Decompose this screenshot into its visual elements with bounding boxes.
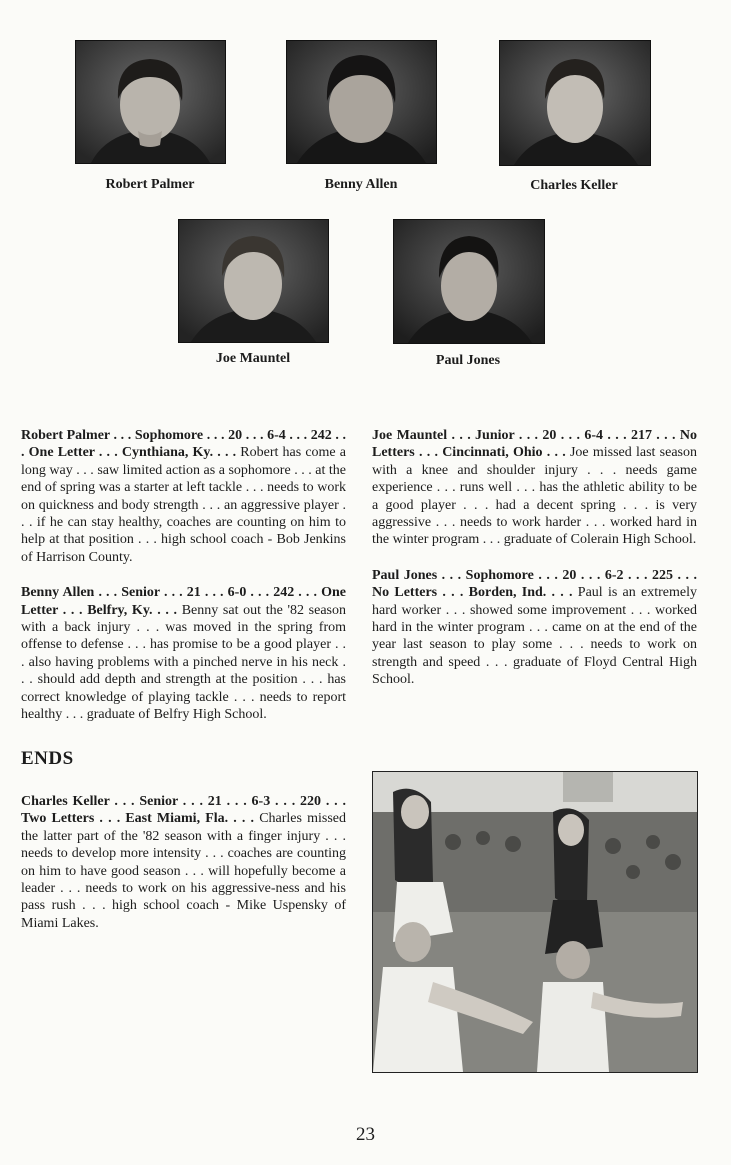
bio-charles-keller: [21, 793, 346, 932]
bio-paul-jones: [372, 567, 697, 689]
portrait-joe-mauntel: [178, 219, 329, 343]
bio-joe-mauntel: [372, 427, 697, 549]
portrait-paul-jones: [393, 219, 545, 344]
caption-benny-allen: Benny Allen: [324, 177, 398, 192]
portrait-benny-allen: [286, 40, 437, 164]
bio-head: Benny Allen . . . Senior . . . 21 . . . 6-0 . . . 242 . . . One Letter . . . Belfry, Ky. . . .: [21, 585, 346, 618]
portrait-charles-keller: [499, 40, 651, 166]
caption-charles-keller: Charles Keller: [530, 178, 618, 193]
bio-body: Benny sat out the '82 season with a back injury . . . was moved in the spring from offense to defense . . . has promise to be a good player . . . also having problems with a pinched nerve in his neck . . . should add depth and strength at the position . . . has correct knowledge of playing tackle . . . needs to report healthy . . . graduate of Belfry High School.: [21, 602, 346, 723]
page-number: 23: [356, 1124, 375, 1145]
bio-body: Paul is an extremely hard worker . . . showed some improvement . . . worked hard in the winter program . . . came on at the end of the year last season to play some . . . needs to work on strength and speed . . . graduate of Floyd Central High School.: [372, 585, 697, 688]
bio-benny-allen: [21, 584, 346, 723]
bio-robert-palmer: [21, 427, 346, 566]
portrait-image: [287, 41, 436, 163]
portrait-image: [500, 41, 650, 165]
cheerleaders-photo: [372, 771, 698, 1073]
cheerleaders-image: [373, 772, 697, 1072]
bio-head: Charles Keller . . . Senior . . . 21 . . . 6-3 . . . 220 . . . Two Letters . . . East Miami, Fla. . . .: [21, 793, 346, 827]
bio-body: Charles missed the latter part of the '82 season with a finger injury . . . needs to develop more intensity . . . coaches are counting on him to have good season . . . will hopefully become a leader . . . needs to work on his aggressive-ness and his pass rush . . . high school coach - Mike Uspensky of Miami Lakes.: [21, 811, 346, 931]
bio-head: Paul Jones . . . Sophomore . . . 20 . . . 6-2 . . . 225 . . . No Letters . . . Borden, Ind. . . .: [372, 567, 697, 601]
caption-robert-palmer: Robert Palmer: [105, 177, 195, 192]
section-heading-ends: ENDS: [21, 747, 74, 769]
caption-paul-jones: Paul Jones: [435, 353, 501, 368]
bio-body: Joe missed last season with a knee and shoulder injury . . . needs game experience . . . runs well . . . has the athletic ability to be a good player . . . had a decent spring . . . is very aggressive . . . needs to work harder . . . worked hard in the winter program . . . graduate of Colerain High School.: [372, 445, 697, 548]
right-column: [372, 427, 697, 707]
bio-body: Robert has come a long way . . . saw limited action as a sophomore . . . at the end of spring was a starter at left tackle . . . needs to work on quickness and body strength . . . an aggressive player . . . if he can stay healthy, coaches are counting on him to help at that position . . . high school coach - Bob Jenkins of Harrison County.: [21, 445, 347, 565]
portrait-image: [179, 220, 328, 342]
bio-head: Joe Mauntel . . . Junior . . . 20 . . . 6-4 . . . 217 . . . No Letters . . . Cincinnati, Ohio . . .: [372, 428, 697, 461]
bio-head: Robert Palmer . . . Sophomore . . . 20 . . . 6-4 . . . 242 . . . One Letter . . . Cynthiana, Ky. . . .: [21, 428, 346, 461]
caption-joe-mauntel: Joe Mauntel: [215, 351, 291, 366]
portrait-image: [394, 220, 544, 343]
left-column: [21, 427, 346, 950]
portrait-image: [76, 41, 225, 163]
portrait-robert-palmer: [75, 40, 226, 164]
